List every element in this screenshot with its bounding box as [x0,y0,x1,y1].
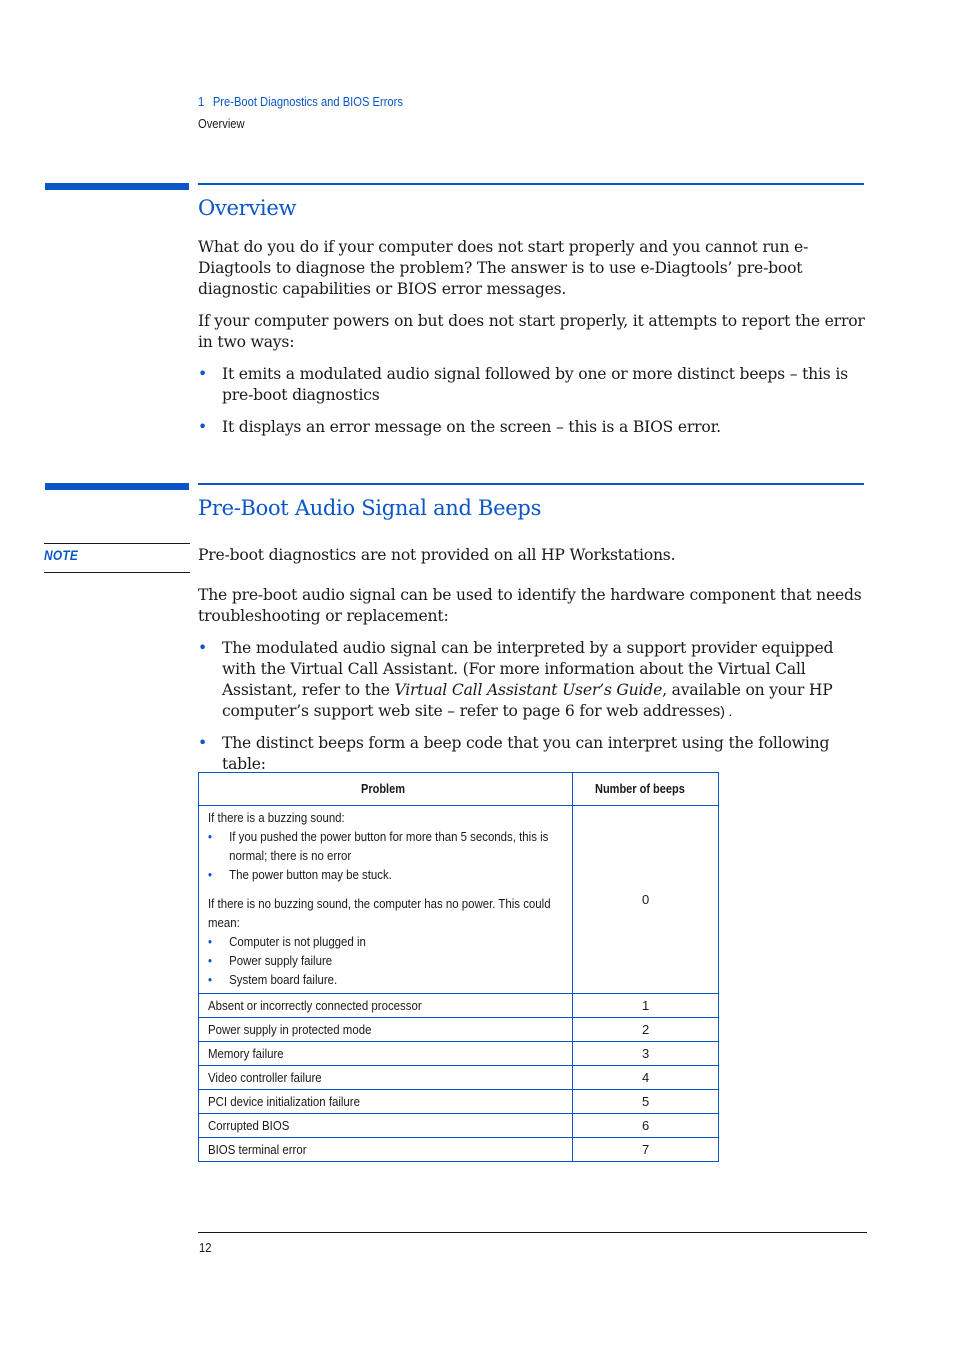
cell-bullet-list [208,932,561,989]
beeps-cell: 1 [573,994,719,1018]
list-item: • It emits a modulated audio signal followed by one or more distinct beeps – this is pre-boot diagnostics [198,365,848,404]
list-item: • The distinct beeps form a beep code that you can interpret using the following table: [198,734,830,773]
table-row [199,1138,719,1162]
table-row [199,1090,719,1114]
beeps-cell: 6 [573,1114,719,1138]
table-row [199,994,719,1018]
chapter-number: 1 [198,94,205,109]
bullet-icon: • [208,953,213,968]
column-header-beeps: Number of beeps [573,773,719,806]
bullet-icon: • [208,972,213,987]
bullet-icon: • [208,934,213,949]
running-section: Overview [198,116,245,131]
table-row [199,1018,719,1042]
bullet-icon: • [198,418,207,436]
problem-cell: Video controller failure [199,1066,573,1090]
problem-cell: BIOS terminal error [199,1138,573,1162]
bullet-icon: • [208,829,213,844]
bullet-icon: • [208,867,213,882]
bullet-icon: • [198,734,207,752]
problem-cell: Memory failure [199,1042,573,1066]
cell-intro: If there is a buzzing sound: [208,810,345,825]
section-bar-preboot [45,483,189,490]
problem-cell: Corrupted BIOS [199,1114,573,1138]
overview-para-2: If your computer powers on but does not start properly, it attempts to report the error in two ways: [198,312,865,351]
table-header-row [199,773,719,806]
bullet-icon: • [198,365,207,383]
list-item: • The modulated audio signal can be interpreted by a support provider equipped with the Virtual Call Assistant. (For more information about the Virtual Call Assistant, refer to the Virtual Call Assistant User’s Guide, available on your HP computer’s support web site – refer to page 6 for web addresses) . [198,639,834,720]
cell-bullet-list [208,827,561,884]
overview-bullet-list [198,364,866,449]
note-text: Pre-boot diagnostics are not provided on all HP Workstations. [198,546,676,564]
chapter-heading [198,91,403,113]
guide-title: Virtual Call Assistant User’s Guide [394,681,663,699]
section-bar-overview [45,183,189,190]
chapter-title: Pre-Boot Diagnostics and BIOS Errors [212,94,403,109]
note-label: NOTE [44,547,79,563]
running-header [198,91,403,135]
beeps-cell: 4 [573,1066,719,1090]
problem-cell: PCI device initialization failure [199,1090,573,1114]
footer-rule [198,1232,867,1233]
bullet-icon: • [198,639,207,657]
overview-para-1: What do you do if your computer does not start properly and you cannot run e-Diagtools to diagnose the problem? The answer is to use e-Diagtools’ pre-boot diagnostic capabilities or BIOS error messages. [198,238,809,298]
list-item: • The power button may be stuck. [208,867,392,882]
beeps-cell: 5 [573,1090,719,1114]
list-item: • Power supply failure [208,953,333,968]
table-row [199,1114,719,1138]
note-label-box [44,543,190,573]
list-item: • Computer is not plugged in [208,934,366,949]
list-item: • It displays an error message on the screen – this is a BIOS error. [198,418,721,436]
beeps-cell: 2 [573,1018,719,1042]
list-item: • System board failure. [208,972,338,987]
problem-cell [199,806,573,994]
cell-intro: If there is no buzzing sound, the computer has no power. This could mean: [208,896,551,930]
problem-cell: Power supply in protected mode [199,1018,573,1042]
overview-title: Overview [198,196,297,220]
table-row [199,806,719,994]
column-header-problem: Problem [199,773,573,806]
table-row [199,1042,719,1066]
section-rule-overview [198,183,864,185]
beeps-cell: 0 [573,806,719,994]
table-row [199,1066,719,1090]
section-rule-preboot [198,483,864,485]
beep-code-table [198,772,719,1162]
beeps-cell: 3 [573,1042,719,1066]
preboot-title: Pre-Boot Audio Signal and Beeps [198,496,542,520]
beeps-cell: 7 [573,1138,719,1162]
problem-cell: Absent or incorrectly connected processor [199,994,573,1018]
preboot-bullet-list [198,638,866,786]
list-item: • If you pushed the power button for more than 5 seconds, this is normal; there is no error [208,829,549,863]
page-number: 12 [199,1240,212,1255]
preboot-para-1: The pre-boot audio signal can be used to identify the hardware component that needs troubleshooting or replacement: [198,586,862,625]
